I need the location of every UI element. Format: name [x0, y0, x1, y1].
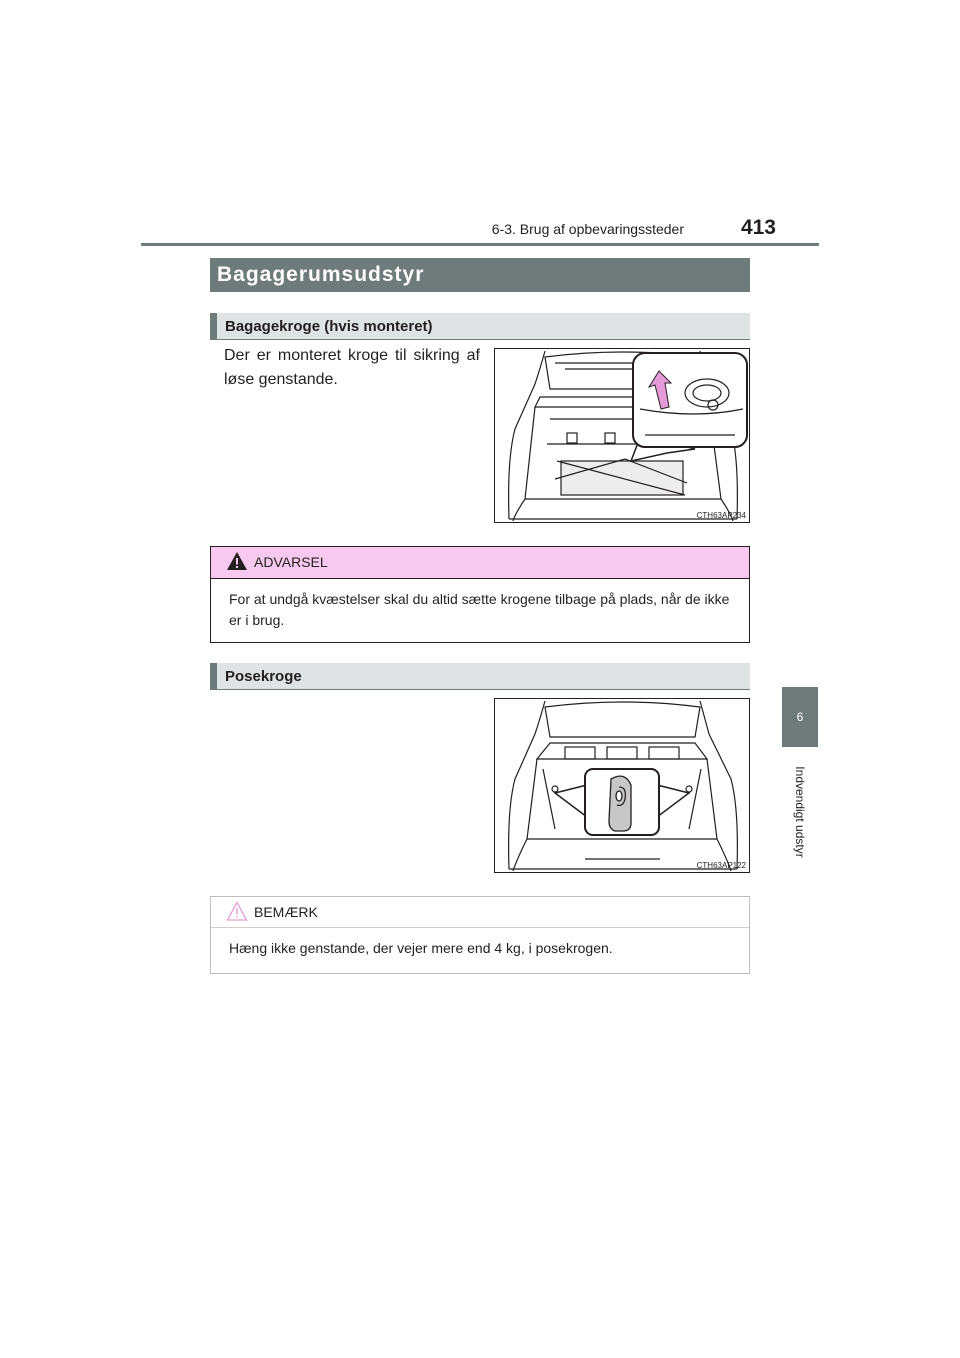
figure-code: CTH63AP234	[696, 511, 746, 520]
luggage-hooks-text: Der er monteret kroge til sikring af løse genstande.	[224, 347, 480, 388]
chapter-title-vertical	[782, 752, 818, 872]
warning-text: For at undgå kvæstelser skal du altid sætte krogene tilbage på plads, når de ikke er i brug.	[229, 591, 730, 628]
notice-title: BEMÆRK	[254, 904, 318, 920]
header-section-title: 6-3. Brug af opbevaringssteder	[491, 221, 684, 237]
luggage-hooks-illustration	[494, 348, 750, 523]
notice-triangle-icon	[226, 901, 248, 921]
warning-title: ADVARSEL	[254, 554, 328, 570]
notice-header	[211, 897, 749, 928]
subheading-bag-hooks: Posekroge	[210, 663, 750, 690]
chapter-title: Indvendigt udstyr	[793, 766, 807, 858]
chapter-tab	[782, 687, 818, 747]
bag-hooks-illustration	[494, 698, 750, 873]
section-title: Bagagerumsudstyr	[210, 258, 750, 292]
page-number: 413	[740, 216, 776, 239]
warning-box	[210, 546, 750, 643]
bag-hook-drawing	[495, 699, 749, 872]
notice-box	[210, 896, 750, 974]
header-rule	[141, 243, 819, 246]
subheading-luggage-hooks: Bagagekroge (hvis monteret)	[210, 313, 750, 340]
cargo-area-drawing	[495, 349, 749, 522]
warning-triangle-icon	[226, 551, 248, 571]
notice-text: Hæng ikke genstande, der vejer mere end 4 kg, i posekrogen.	[229, 940, 613, 956]
chapter-number: 6	[796, 710, 804, 724]
warning-header	[211, 547, 749, 579]
figure-code: CTH63AP122	[696, 861, 746, 870]
